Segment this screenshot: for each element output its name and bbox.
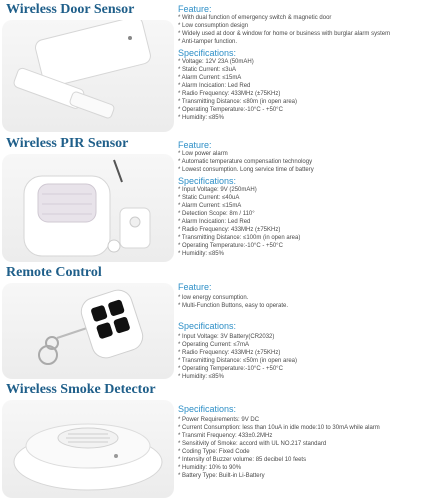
list-item: * Operating Temperature:-10°C - +50°C [178,107,283,113]
smoke-detector-image [2,400,174,498]
list-item: * Radio Frequency: 433MHz (±75KHz) [178,91,281,97]
list-item: * Radio Frequency: 433MHz (±75KHz) [178,227,281,233]
list-item: * Static Current: ≤40uA [178,195,240,201]
list-item: * Intensity of Buzzer volume: 85 decibel 10 feets [178,457,307,463]
door-spec-list [178,58,430,122]
list-item: * Anti-tamper function. [178,39,238,45]
pir-feature-heading: Feature: [178,140,212,150]
remote-control-title: Remote Control [6,265,102,280]
door-sensor-image [2,20,174,132]
remote-spec-list [178,333,430,381]
list-item: * Sensitivity of Smoke: accord with UL NO.217 standard [178,441,327,447]
door-feature-list [178,14,430,46]
remote-spec-heading: Specifications: [178,321,237,331]
remote-control-image [2,283,174,379]
list-item: * Input Voltage: 3V Battery(CR2032) [178,334,275,340]
smoke-detector-title: Wireless Smoke Detector [6,382,156,397]
pir-sensor-section [0,136,433,264]
list-item: * Alarm Current: ≤15mA [178,75,242,81]
list-item: * Humidity: ≤85% [178,251,224,257]
pir-spec-list [178,186,430,258]
list-item: * Radio Frequency: 433MHz (±75KHz) [178,350,281,356]
remote-control-section [0,265,433,380]
list-item: * With dual function of emergency switch & magnetic door [178,15,332,21]
list-item: * Operating Temperature:-10°C - +50°C [178,366,283,372]
list-item: * low energy consumption. [178,295,249,301]
list-item: * Widely used at door & window for home or business with burglar alarm system [178,31,391,37]
smoke-spec-heading: Specifications: [178,404,237,414]
pir-sensor-image [2,154,174,262]
list-item: * Current Consumption: less than 10uA in idle mode:10 to 30mA while alarm [178,425,380,431]
list-item: * Transmitting Distance: ≤100m (in open area) [178,235,301,241]
door-sensor-title: Wireless Door Sensor [6,2,135,17]
list-item: * Low power alarm [178,151,228,157]
remote-control-text [178,282,430,381]
list-item: * Alarm Incication: Led Red [178,219,251,225]
list-item: * Automatic temperature compensation technology [178,159,313,165]
list-item: * Operating Temperature:-10°C - +50°C [178,243,283,249]
list-item: * Detection Scope: 8m / 110° [178,211,255,217]
list-item: * Transmitting Distance: ≤80m (in open area) [178,99,298,105]
door-spec-heading: Specifications: [178,48,237,58]
pir-spec-heading: Specifications: [178,176,237,186]
smoke-detector-section [0,382,433,500]
door-sensor-section [0,0,433,135]
list-item: * Operating Current: ≤7mA [178,342,249,348]
remote-feature-list [178,294,430,310]
list-item: * Battery Type: Built-in Li-Battery [178,473,265,479]
list-item: * Coding Type: Fixed Code [178,449,250,455]
list-item: * Input Voltage: 9V (250mAH) [178,187,257,193]
list-item: * Transmit Frequency: 433±0.2MHz [178,433,273,439]
list-item: * Humidity: ≤85% [178,115,224,121]
list-item: * Lowest consumption. Long service time of battery [178,167,314,173]
list-item: * Humidity: ≤85% [178,374,224,380]
list-item: * Multi-Function Buttons, easy to operate. [178,303,289,309]
door-sensor-text [178,4,430,122]
smoke-spec-list [178,416,430,480]
list-item: * Low consumption design [178,23,249,29]
remote-feature-heading: Feature: [178,282,212,292]
list-item: * Alarm Incication: Led Red [178,83,251,89]
pir-feature-list [178,150,430,174]
smoke-detector-text [178,404,430,480]
pir-sensor-title: Wireless PIR Sensor [6,136,129,151]
list-item: * Humidity: 10% to 90% [178,465,242,471]
pir-sensor-text [178,140,430,258]
door-feature-heading: Feature: [178,4,212,14]
list-item: * Alarm Current: ≤15mA [178,203,242,209]
list-item: * Transmitting Distance: ≤50m (in open area) [178,358,298,364]
list-item: * Voltage: 12V 23A (50mAH) [178,59,254,65]
list-item: * Power Requirements: 9V DC [178,417,260,423]
list-item: * Static Current: ≤3uA [178,67,236,73]
